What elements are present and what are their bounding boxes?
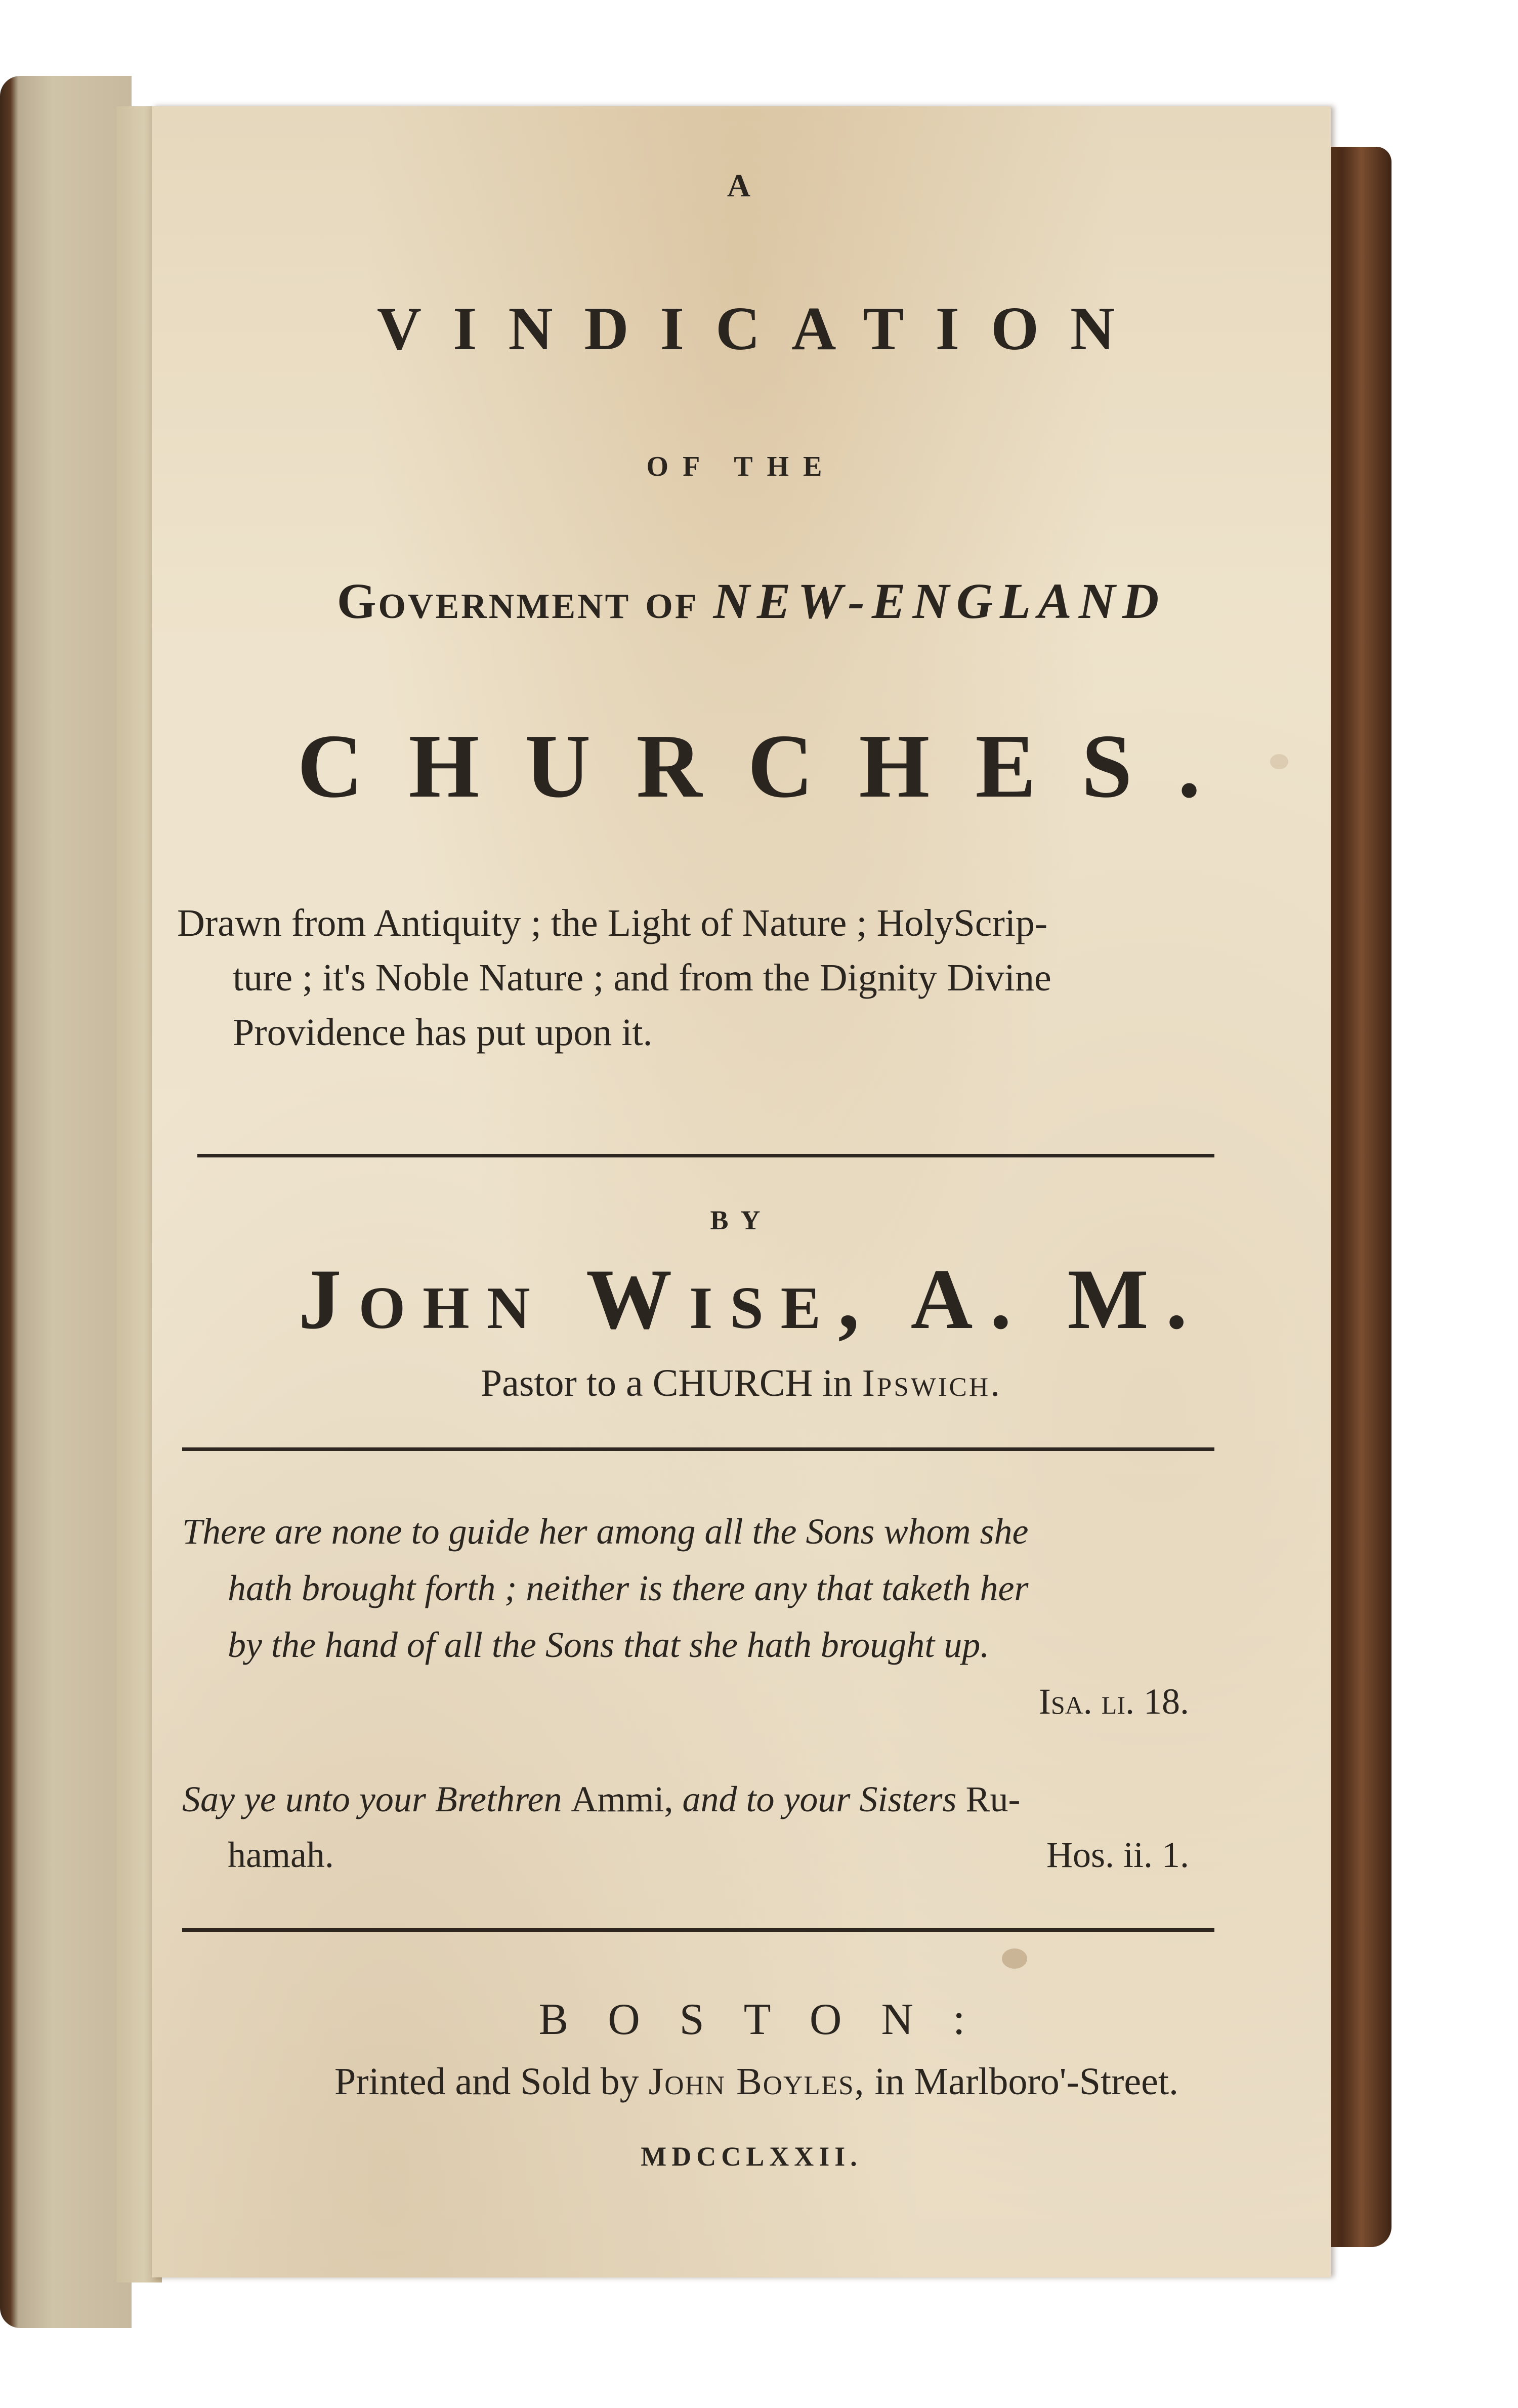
epigraph-reference: Hos. ii. 1. bbox=[1046, 1835, 1189, 1875]
by-label: BY bbox=[710, 1205, 773, 1235]
epigraph-text: and to your Sisters bbox=[682, 1779, 957, 1819]
epigraph-text: Ru- bbox=[965, 1779, 1021, 1819]
pastor-place: Ipswich. bbox=[862, 1362, 1002, 1404]
title-page bbox=[152, 106, 1331, 2277]
author-last-name: Wise, A. M. bbox=[586, 1252, 1205, 1347]
epigraph-isaiah bbox=[182, 1503, 1225, 1730]
divider-rule bbox=[197, 1154, 1214, 1157]
epigraph-text: Say ye unto your Brethren bbox=[182, 1779, 562, 1819]
subtitle-line: Drawn from Antiquity ; the Light of Nature ; HolyScrip- bbox=[177, 902, 1048, 944]
pastor-prefix: Pastor to a CHURCH in bbox=[480, 1362, 853, 1404]
epigraph-hosea bbox=[182, 1771, 1225, 1883]
new-england: NEW-ENGLAND bbox=[713, 573, 1166, 629]
foxing-spot bbox=[1002, 1948, 1027, 1969]
reference-text: Isa. li. 18. bbox=[1038, 1681, 1189, 1722]
divider-rule bbox=[182, 1928, 1214, 1932]
epigraph-line: There are none to guide her among all the Sons whom she bbox=[182, 1511, 1029, 1552]
epigraph-line: hath brought forth ; neither is there any that taketh her bbox=[228, 1568, 1029, 1608]
epigraph-text: Ammi, bbox=[571, 1779, 673, 1819]
title-churches: CHURCHES. bbox=[297, 716, 1246, 816]
imprint-text: Printed and Sold by bbox=[334, 2060, 639, 2103]
divider-rule bbox=[182, 1447, 1214, 1451]
imprint-city: BOSTON: bbox=[538, 1995, 1005, 2044]
subtitle-line: Providence has put upon it. bbox=[233, 1011, 653, 1054]
epigraph-line bbox=[182, 1771, 1225, 1827]
imprint-printer bbox=[167, 2060, 1346, 2104]
title-vindication: VINDICATION bbox=[376, 295, 1147, 363]
title-article: A bbox=[727, 168, 756, 203]
author-first-name: John bbox=[298, 1252, 547, 1347]
epigraph-text: hamah. bbox=[228, 1835, 334, 1875]
imprint-text: in Marlboro'-Street. bbox=[874, 2060, 1178, 2103]
government-prefix: Government of bbox=[336, 573, 699, 629]
title-government bbox=[162, 572, 1341, 630]
epigraph-reference bbox=[182, 1673, 1225, 1730]
subtitle-block bbox=[177, 896, 1305, 1060]
title-of-the: OF THE bbox=[646, 451, 836, 482]
imprint-date: MDCCLXXII. bbox=[641, 2141, 862, 2172]
author-name bbox=[162, 1250, 1341, 1349]
printer-name: John Boyles, bbox=[648, 2060, 865, 2103]
epigraph-line: by the hand of all the Sons that she hath brought up. bbox=[228, 1625, 990, 1665]
subtitle-line: ture ; it's Noble Nature ; and from the Dignity Divine bbox=[233, 957, 1051, 999]
book-cover-left bbox=[0, 76, 132, 2328]
author-position bbox=[152, 1361, 1331, 1405]
epigraph-line bbox=[182, 1827, 1225, 1883]
